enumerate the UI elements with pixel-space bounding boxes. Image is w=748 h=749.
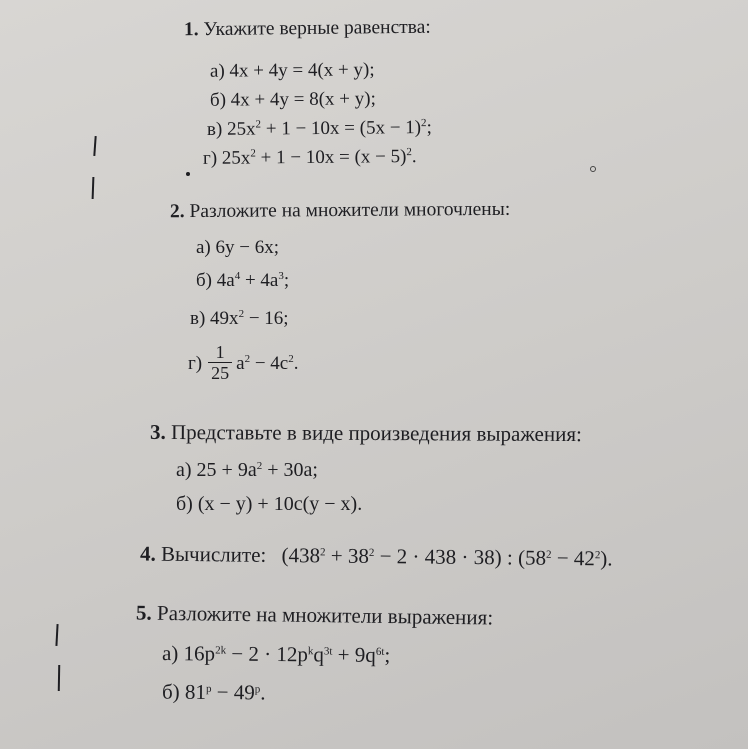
task-4-line [140,543,613,570]
expr-exp: 2 [546,548,552,561]
fraction-numerator: 1 [208,342,232,363]
expr-exp: 2 [368,546,375,559]
task-1-g-exp: 2 [406,146,412,159]
task-1-g-part: . [411,146,417,168]
task-3-item-b: б) (x − y) + 10c(y − x). [176,493,363,515]
task-5-a-exp: k [307,645,314,658]
task-2-b-exp: 3 [278,270,284,282]
fraction [208,342,232,383]
ink-dot [186,172,190,176]
expr-part: − 2 · 438 · 38) : (58 [374,543,547,570]
expr-part: − 42 [551,545,596,571]
task-5-item-a [162,642,390,666]
task-1-number: 1. [183,19,199,41]
task-1-v-part: в) 25x [206,118,256,140]
task-2-b-part: б) 4a [196,270,235,291]
task-5-a-part: + 9q [332,642,376,667]
task-1-v-exp: 2 [255,118,262,131]
task-5-a-part: а) 16p [161,641,216,666]
task-3-number: 3. [149,419,166,444]
task-1-heading [184,17,431,42]
task-2-g-part: a [236,353,245,374]
task-1-item-b: б) 4x + 4y = 8(x + y); [209,88,376,111]
task-1-title: Укажите верные равенства: [203,16,431,41]
task-3-a-part: + 30a; [262,459,318,481]
task-3-a-part: а) 25 + 9a [176,459,257,481]
task-5-item-b [162,681,266,704]
task-2-g-part: − 4c [250,353,289,374]
margin-mark [92,177,95,199]
task-1-item-v [207,117,432,141]
task-2-heading [170,199,510,223]
task-2-title: Разложите на множители многочлены: [189,198,511,223]
task-5-a-part: q [313,642,325,667]
task-2-v-part: − 16; [244,308,289,329]
margin-mark [55,624,58,646]
task-1-item-a: а) 4x + 4y = 4(x + y); [209,59,375,82]
task-3-a-exp: 2 [256,460,263,472]
task-2-item-b [196,270,289,292]
task-2-item-v [190,308,289,330]
task-1-v-part: ; [426,117,432,139]
task-1-v-part: + 1 − 10x = (5x − 1) [260,117,422,140]
task-3-title: Представьте в виде произведения выражения: [170,419,582,447]
task-2-v-exp: 2 [238,308,245,320]
margin-mark [93,136,96,156]
task-5-b-part: б) 81 [161,679,207,704]
task-1-g-exp: 2 [250,147,256,160]
task-2-number: 2. [169,201,185,223]
task-2-b-part: + 4a [240,270,279,291]
task-2-g-exp: 2 [288,353,294,365]
task-4-expression [281,543,612,570]
task-5-number: 5. [135,600,152,625]
ink-circle [590,166,596,172]
task-5-a-exp: 3t [323,645,333,658]
task-1-g-part: + 1 − 10x = (x − 5) [255,146,407,169]
task-4-number: 4. [139,541,156,566]
task-1-g-part: г) 25x [202,147,251,169]
task-5-a-part: − 2 · 12p [225,641,309,667]
task-2-b-exp: 4 [234,270,241,282]
task-1-v-exp: 2 [420,117,427,130]
task-5-b-exp: p [205,682,212,695]
task-5-a-exp: 6t [375,645,385,658]
task-2-item-g [188,342,298,386]
margin-mark [58,665,60,691]
expr-part: ). [600,546,613,571]
expr-exp: 2 [320,546,326,559]
task-4-title: Вычислите: [160,541,267,567]
expr-part: (438 [281,543,321,568]
task-5-b-part: − 49 [211,679,255,705]
task-3-item-a [176,459,318,481]
task-2-g-label: г) [188,353,203,374]
task-2-v-part: в) 49x [190,308,239,329]
task-2-g-exp: 2 [244,353,251,365]
task-2-b-part: ; [283,270,290,291]
task-5-b-part: . [260,680,266,705]
task-1-item-g [203,146,417,170]
task-5-a-part: ; [384,642,391,667]
fraction-denominator: 25 [211,363,230,384]
task-5-a-exp: 2k [215,644,227,657]
task-2-g-part: . [293,353,299,374]
task-5-heading [136,602,493,629]
task-5-title: Разложите на множители выражения: [156,600,494,630]
expr-exp: 2 [594,549,601,562]
expr-part: + 38 [325,543,370,568]
task-3-heading [150,421,582,445]
task-2-item-a: а) 6y − 6x; [196,237,280,258]
task-5-b-exp: p [254,683,261,696]
